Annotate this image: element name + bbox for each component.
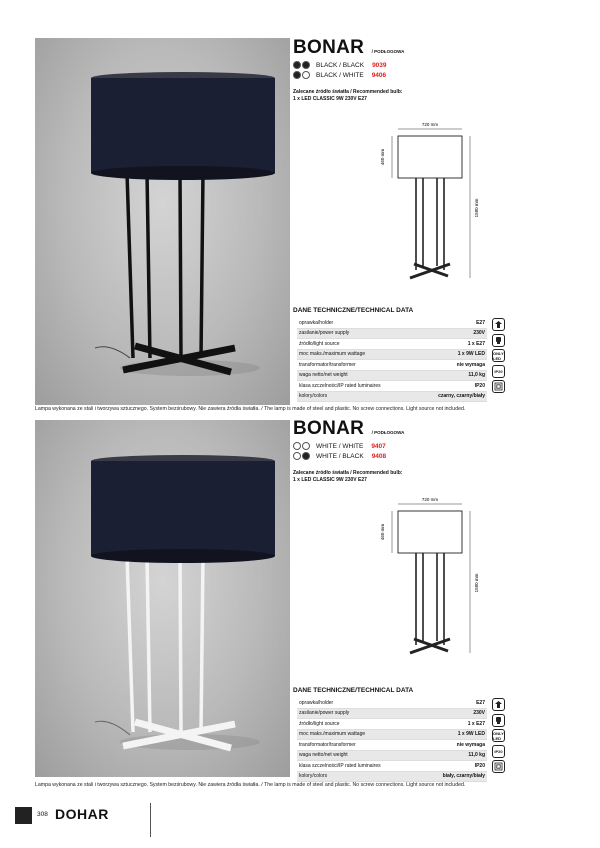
lamp-shade-bottom [91,549,275,563]
variant-row [293,71,518,79]
lamp-leg [201,556,203,732]
lamp-leg [201,173,203,358]
color-swatch [293,442,301,450]
power-cable [95,721,130,735]
tech-value: E27 [416,318,487,328]
tech-label: transformator/transformer [297,360,416,371]
product-title: BONAR [293,37,365,58]
spec-icons-2 [492,698,506,776]
light-bulb-icon [492,714,505,727]
only-led-icon: ONLY LED [493,350,504,361]
tech-data-table-1 [297,318,487,402]
color-swatch [302,71,310,79]
ip20-icon: IP20 [492,365,505,378]
variant-code: 9039 [372,61,387,69]
product-info-1 [293,37,518,103]
tech-data-table-2 [297,698,487,782]
lamp-leg [180,556,181,732]
product-caption-2: Lampa wykonana ze stali i tworzywa sztucznego. System bezśrubowy. Nie zawiera źródła światła. / The lamp is made of steel and plastic. No screw connections. Light source not included. [35,782,466,788]
tech-value: IP20 [420,761,487,772]
tech-label: moc maks./maximum wattage [297,729,420,740]
shade-outline [398,136,462,178]
lamp-illustration-2 [35,420,290,777]
tech-label: waga netto/net weight [297,370,416,381]
only-led-icon: ONLY LED [493,730,504,741]
tech-row [297,740,487,751]
shade-outline [398,511,462,553]
tech-value: E27 [420,698,487,708]
tech-row [297,729,487,740]
product-subtitle: / PODŁOGOWA [371,49,405,54]
variant-row [293,452,518,460]
bulb-heading: Zalecane źródło światła / Recommended bulb: [293,470,403,476]
tech-label: oprawka/holder [297,318,416,328]
product-title: BONAR [293,418,365,439]
total-height-dimension: 1580 mm [474,573,479,593]
tech-row [297,370,487,381]
tech-value: nie wymaga [416,360,487,371]
tech-data-title: DANE TECHNICZNE/TECHNICAL DATA [293,687,414,694]
lamp-leg [147,556,150,732]
shade-height-dimension: 460 mm [380,523,385,541]
bulb-heading: Zalecane źródło światła / Recommended bulb: [293,89,403,95]
recommended-bulb [293,470,518,484]
tech-label: klasa szczelności/IP rated luminaires [297,381,416,392]
variant-code: 9408 [371,452,387,460]
tech-label: zasilanie/power supply [297,708,420,719]
width-dimension: 720 mm [421,122,439,127]
tech-label: kolory/colors [297,771,420,782]
variant-code: 9406 [371,71,387,79]
variant-label: BLACK / WHITE [316,71,364,79]
tech-label: transformator/transformer [297,740,420,751]
tech-label: źródło/light source [297,339,416,350]
variant-row [293,61,518,69]
tech-row [297,339,487,350]
lamp-leg [147,173,150,358]
tech-value: 11,0 kg [416,370,487,381]
tech-row [297,349,487,360]
tech-row [297,328,487,339]
color-swatch [302,452,310,460]
tech-row [297,381,487,392]
class-two-icon [492,760,505,773]
shade-height-dimension: 460 mm [380,148,385,166]
tech-value: biały, czarny/biały [420,771,487,782]
tech-value: 1 x E27 [420,719,487,730]
color-swatch [293,61,301,69]
variant-label: WHITE / BLACK [316,452,364,460]
tech-value: 230V [416,328,487,339]
e27-holder-icon [492,698,505,711]
dimension-drawing-2 [370,493,500,663]
page-number: 308 [37,811,48,818]
width-dimension: 720 mm [421,497,439,502]
lamp-legs [123,173,235,372]
tech-value: IP20 [416,381,487,392]
tech-label: kolory/colors [297,391,416,402]
lamp-shade [91,78,275,173]
lamp-illustration-1 [35,38,290,405]
brand-logo: DOHAR [55,806,109,822]
tech-row [297,318,487,328]
tech-label: moc maks./maximum wattage [297,349,416,360]
tech-row [297,360,487,371]
tech-row [297,761,487,772]
product-info-2 [293,418,518,484]
lamp-leg [180,173,181,358]
variant-row [293,442,518,450]
tech-label: zasilanie/power supply [297,328,416,339]
ip20-icon: IP20 [492,745,505,758]
tech-label: źródło/light source [297,719,420,730]
tech-row [297,750,487,761]
product-photo-2 [35,420,290,777]
class-two-icon [492,380,505,393]
variant-code: 9407 [371,442,386,450]
color-swatch [293,452,301,460]
variant-label: BLACK / BLACK [316,61,365,69]
tech-value: 1 x 9W LED [416,349,487,360]
color-swatch [302,61,310,69]
recommended-bulb [293,89,518,103]
tech-value: 11,0 kg [420,750,487,761]
tech-data-title: DANE TECHNICZNE/TECHNICAL DATA [293,307,414,314]
color-swatch [302,442,310,450]
product-subtitle: / PODŁOGOWA [371,430,405,435]
tech-row [297,708,487,719]
lamp-shade [91,461,275,556]
tech-label: waga netto/net weight [297,750,420,761]
tech-label: klasa szczelności/IP rated luminaires [297,761,420,772]
tech-value: 230V [420,708,487,719]
color-swatch [293,71,301,79]
light-bulb-icon [492,334,505,347]
tech-row [297,698,487,708]
tech-label: oprawka/holder [297,698,420,708]
e27-holder-icon [492,318,505,331]
tech-value: 1 x 9W LED [420,729,487,740]
tech-row [297,771,487,782]
bulb-spec: 1 x LED CLASSIC 9W 230V E27 [293,476,367,483]
total-height-dimension: 1580 mm [474,198,479,218]
product-photo-1 [35,38,290,405]
bulb-spec: 1 x LED CLASSIC 9W 230V E27 [293,95,367,102]
product-caption-1: Lampa wykonana ze stali i tworzywa sztucznego. System bezśrubowy. Nie zawiera źródła światła. / The lamp is made of steel and plastic. No screw connections. Light source not included. [35,406,466,412]
spec-icons-1 [492,318,506,396]
footer-divider [150,803,151,837]
lamp-leg [127,173,133,358]
tech-row [297,719,487,730]
power-cable [95,347,130,358]
lamp-shade-bottom [91,166,275,180]
lamp-leg [127,556,133,732]
tech-value: 1 x E27 [416,339,487,350]
tech-value: nie wymaga [420,740,487,751]
dimension-drawing-1 [370,118,500,288]
lamp-legs [123,556,235,748]
variant-label: WHITE / WHITE [316,442,364,450]
footer-square [15,807,32,824]
tech-row [297,391,487,402]
tech-value: czarny, czarny/biały [416,391,487,402]
